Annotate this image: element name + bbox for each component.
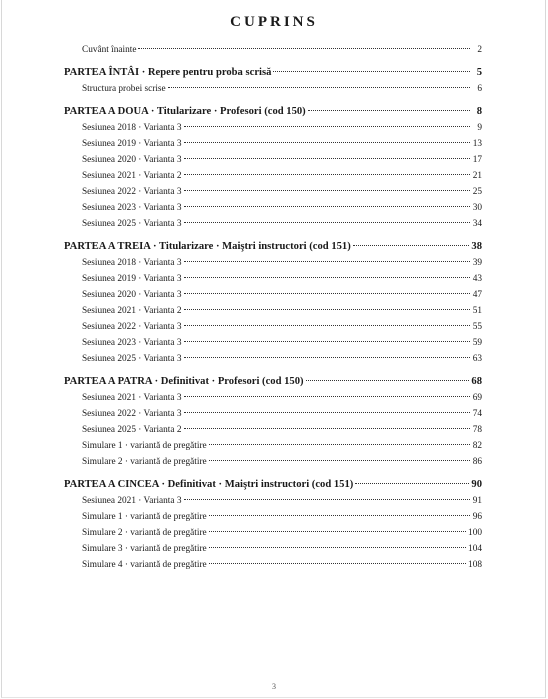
toc-entry-page: 38 [471, 241, 482, 252]
toc-entry-label: Sesiunea 2021 · Varianta 2 [82, 306, 182, 316]
toc-entry[interactable] [64, 216, 482, 232]
dot-leader [184, 190, 471, 191]
toc-entry-page: 43 [472, 274, 482, 284]
dot-leader [353, 245, 470, 246]
toc-entry-page: 78 [472, 425, 482, 435]
toc-entry-label: Structura probei scrise [82, 84, 166, 94]
dot-leader [209, 531, 466, 532]
toc-entry[interactable] [64, 81, 482, 97]
toc-entry-page: 59 [472, 338, 482, 348]
dot-leader [184, 341, 471, 342]
toc-section-entry[interactable] [64, 238, 482, 255]
toc-entry-page: 91 [472, 496, 482, 506]
dot-leader [184, 158, 471, 159]
toc-entry-page: 34 [472, 219, 482, 229]
dot-leader [184, 412, 471, 413]
toc-entry-page: 21 [472, 171, 482, 181]
toc-entry-label: Sesiunea 2025 · Varianta 3 [82, 219, 182, 229]
page-title: CUPRINS [230, 14, 318, 30]
toc-entry-label: PARTEA ÎNTÂI · Repere pentru proba scrisă [64, 67, 272, 78]
toc-entry-label: Sesiunea 2022 · Varianta 3 [82, 322, 182, 332]
toc-entry[interactable] [64, 438, 482, 454]
toc-entry[interactable] [64, 525, 482, 541]
toc-entry-page: 90 [471, 479, 482, 490]
toc-entry[interactable] [64, 136, 482, 152]
toc-entry-label: Sesiunea 2021 · Varianta 3 [82, 496, 182, 506]
toc-entry-page: 2 [477, 45, 482, 55]
toc-entry-label: Cuvânt înainte [82, 45, 137, 55]
toc-entry-label: Sesiunea 2018 · Varianta 3 [82, 123, 182, 133]
toc-entry[interactable] [64, 255, 482, 271]
toc-entry[interactable] [64, 406, 482, 422]
toc-entry[interactable] [64, 351, 482, 367]
dot-leader [184, 261, 471, 262]
toc-entry-label: Sesiunea 2025 · Varianta 2 [82, 425, 182, 435]
toc-entry[interactable] [64, 509, 482, 525]
toc-entry-label: Simulare 2 · variantă de pregătire [82, 528, 207, 538]
toc-entry-label: PARTEA A DOUA · Titularizare · Profesori (cod 150) [64, 106, 306, 117]
toc-entry-label: Sesiunea 2025 · Varianta 3 [82, 354, 182, 364]
toc-entry[interactable] [64, 541, 482, 557]
dot-leader [168, 87, 470, 88]
dot-leader [209, 563, 466, 564]
toc-entry-page: 17 [472, 155, 482, 165]
table-of-contents [64, 42, 482, 573]
toc-entry[interactable] [64, 42, 482, 58]
dot-leader [273, 71, 470, 72]
toc-entry-page: 63 [472, 354, 482, 364]
toc-entry-label: Simulare 4 · variantă de pregătire [82, 560, 207, 570]
toc-entry[interactable] [64, 287, 482, 303]
toc-entry[interactable] [64, 152, 482, 168]
dot-leader [184, 309, 471, 310]
page-number: 3 [272, 682, 276, 691]
toc-entry-page: 100 [468, 528, 482, 538]
toc-entry-label: Sesiunea 2021 · Varianta 2 [82, 171, 182, 181]
dot-leader [184, 428, 471, 429]
toc-entry[interactable] [64, 493, 482, 509]
toc-entry-label: Simulare 2 · variantă de pregătire [82, 457, 207, 467]
toc-entry-label: Sesiunea 2022 · Varianta 3 [82, 187, 182, 197]
toc-entry-page: 51 [472, 306, 482, 316]
toc-entry-page: 9 [477, 123, 482, 133]
toc-section-entry[interactable] [64, 373, 482, 390]
toc-entry[interactable] [64, 200, 482, 216]
toc-entry-page: 69 [472, 393, 482, 403]
toc-section-entry[interactable] [64, 103, 482, 120]
dot-leader [209, 515, 470, 516]
toc-entry[interactable] [64, 422, 482, 438]
toc-entry-label: Sesiunea 2019 · Varianta 3 [82, 274, 182, 284]
dot-leader [184, 357, 471, 358]
toc-entry-label: Sesiunea 2023 · Varianta 3 [82, 338, 182, 348]
dot-leader [209, 460, 470, 461]
toc-entry-label: Sesiunea 2020 · Varianta 3 [82, 155, 182, 165]
dot-leader [138, 48, 470, 49]
toc-entry-page: 13 [472, 139, 482, 149]
toc-entry-page: 82 [472, 441, 482, 451]
toc-entry[interactable] [64, 271, 482, 287]
toc-entry-page: 30 [472, 203, 482, 213]
toc-entry-page: 104 [468, 544, 482, 554]
toc-entry[interactable] [64, 120, 482, 136]
dot-leader [184, 174, 471, 175]
toc-entry-label: Sesiunea 2022 · Varianta 3 [82, 409, 182, 419]
toc-entry-page: 8 [476, 106, 482, 117]
toc-entry[interactable] [64, 319, 482, 335]
toc-entry[interactable] [64, 184, 482, 200]
toc-entry-label: Simulare 3 · variantă de pregătire [82, 544, 207, 554]
toc-entry-label: Sesiunea 2018 · Varianta 3 [82, 258, 182, 268]
dot-leader [184, 206, 471, 207]
dot-leader [184, 277, 471, 278]
dot-leader [209, 547, 466, 548]
toc-entry-label: Sesiunea 2021 · Varianta 3 [82, 393, 182, 403]
toc-entry-label: Sesiunea 2020 · Varianta 3 [82, 290, 182, 300]
toc-entry-page: 5 [476, 67, 482, 78]
toc-entry-page: 55 [472, 322, 482, 332]
toc-entry[interactable] [64, 335, 482, 351]
toc-entry-label: Simulare 1 · variantă de pregătire [82, 512, 207, 522]
dot-leader [184, 396, 471, 397]
toc-entry-page: 86 [472, 457, 482, 467]
dot-leader [308, 110, 470, 111]
dot-leader [306, 380, 470, 381]
toc-entry-label: PARTEA A TREIA · Titularizare · Maiştri instructori (cod 151) [64, 241, 351, 252]
dot-leader [209, 444, 470, 445]
toc-entry[interactable] [64, 390, 482, 406]
toc-section-entry[interactable] [64, 476, 482, 493]
dot-leader [184, 499, 471, 500]
toc-entry-label: Sesiunea 2023 · Varianta 3 [82, 203, 182, 213]
dot-leader [184, 293, 471, 294]
toc-entry[interactable] [64, 303, 482, 319]
toc-entry-label: Simulare 1 · variantă de pregătire [82, 441, 207, 451]
toc-entry-page: 39 [472, 258, 482, 268]
toc-entry-label: PARTEA A CINCEA · Definitivat · Maiştri instructori (cod 151) [64, 479, 354, 490]
toc-entry[interactable] [64, 168, 482, 184]
toc-entry-label: Sesiunea 2019 · Varianta 3 [82, 139, 182, 149]
dot-leader [355, 483, 469, 484]
toc-section-entry[interactable] [64, 64, 482, 81]
toc-entry-label: PARTEA A PATRA · Definitivat · Profesori (cod 150) [64, 376, 304, 387]
toc-entry[interactable] [64, 454, 482, 470]
dot-leader [184, 126, 471, 127]
dot-leader [184, 142, 471, 143]
toc-entry-page: 68 [471, 376, 482, 387]
toc-entry-page: 6 [477, 84, 482, 94]
dot-leader [184, 325, 471, 326]
dot-leader [184, 222, 471, 223]
toc-entry[interactable] [64, 557, 482, 573]
toc-entry-page: 25 [472, 187, 482, 197]
toc-entry-page: 108 [468, 560, 482, 570]
toc-entry-page: 47 [472, 290, 482, 300]
toc-entry-page: 96 [472, 512, 482, 522]
toc-entry-page: 74 [472, 409, 482, 419]
